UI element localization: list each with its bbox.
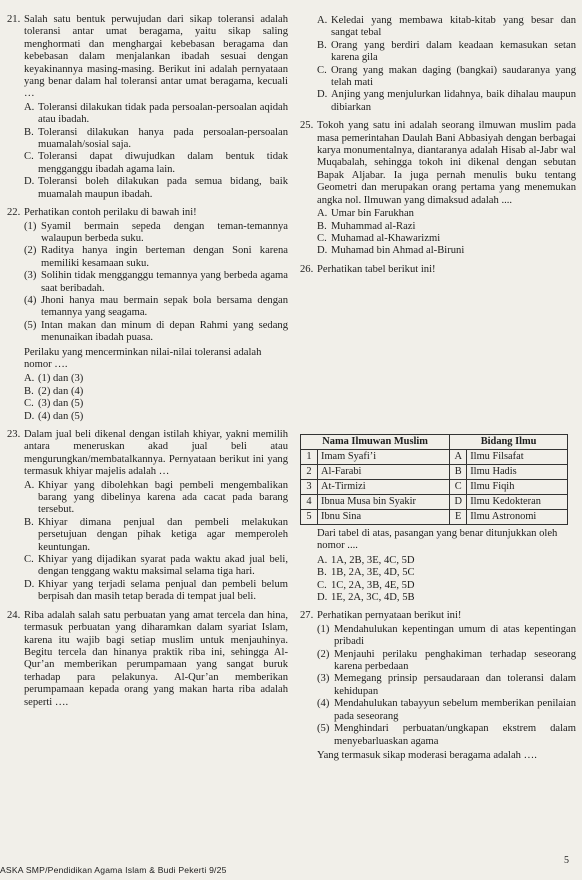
- option-d[interactable]: D. 1E, 2A, 3C, 4D, 5B: [317, 592, 415, 604]
- statement-1: (1) Syamil bermain sepeda dengan teman-temannya walaupun berbeda suku.: [24, 220, 288, 244]
- question-stem: Perhatikan contoh perilaku di bawah ini!: [24, 207, 197, 219]
- question-23: [7, 429, 288, 604]
- option-d[interactable]: D. Khiyar yang terjadi selama penjual dan pembeli belum berpisah dan masih tetap berada di tempat jual beli.: [24, 578, 288, 603]
- table-row: 5 Ibnu Sina E Ilmu Astronomi: [301, 510, 568, 525]
- question-number: 24.: [7, 609, 21, 621]
- question-number: 23.: [7, 429, 21, 440]
- question-number: 21.: [7, 14, 21, 25]
- statement-1: (1) Mendahulukan kepentingan umum di atas kepentingan pribadi: [317, 623, 576, 648]
- option-b[interactable]: B. Muhammad al-Razi: [317, 220, 416, 232]
- scientist-table: [300, 434, 568, 525]
- option-a[interactable]: A. Keledai yang membawa kitab-kitab yang besar dan sangat tebal: [317, 15, 576, 39]
- option-c[interactable]: C. Muhamad al-Khawarizmi: [317, 232, 441, 244]
- question-stem: Perhatikan tabel berikut ini!: [317, 263, 436, 275]
- option-a[interactable]: A. Umar bin Farukhan: [317, 208, 414, 220]
- question-stem: Perhatikan pernyataan berikut ini!: [317, 610, 462, 622]
- table-row: 4 Ibnua Musa bin Syakir D Ilmu Kedokteran: [301, 495, 568, 510]
- question-number: 27.: [300, 610, 314, 622]
- option-b[interactable]: B. Khiyar dimana penjual dan pembeli melakukan persetujuan dengan pihak ketiga agar memperoleh keuntungan.: [24, 516, 288, 553]
- question-24: [7, 610, 288, 709]
- option-c[interactable]: C. Toleransi dapat diwujudkan dalam bentuk tidak mengganggu ibadah agama lain.: [24, 151, 288, 175]
- option-c[interactable]: C. 1C, 2A, 3B, 4E, 5D: [317, 579, 415, 591]
- statement-3: (3) Memegang prinsip persaudaraan dan toleransi dalam kehidupan: [317, 673, 576, 697]
- option-a[interactable]: A. 1A, 2B, 3E, 4C, 5D: [317, 554, 415, 566]
- question-number: 22.: [7, 207, 21, 219]
- question-21: [7, 14, 288, 201]
- table-row: 2 Al-Farabi B Ilmu Hadis: [301, 465, 568, 480]
- question-number: 26.: [300, 263, 314, 275]
- table-row: 3 At-Tirmizi C Ilmu Fiqih: [301, 480, 568, 495]
- option-c[interactable]: C. Khiyar yang dijadikan syarat pada waktu akad jual beli, dengan tenggang waktu maksimal selama tiga hari.: [24, 554, 288, 578]
- question-number: 25.: [300, 120, 314, 132]
- option-d[interactable]: D. Toleransi boleh dilakukan pada semua bidang, baik muamalah maupun ibadah.: [24, 176, 288, 200]
- question-closing: Yang termasuk sikap moderasi beragama adalah ….: [317, 749, 537, 761]
- question-25: [300, 120, 576, 257]
- statement-3: (3) Solihin tidak mengganggu temannya yang berbeda agama saat beribadah.: [24, 270, 288, 294]
- footer-code: ASKA SMP/Pendidikan Agama Islam & Budi Pekerti 9/25: [0, 865, 227, 875]
- question-26-answers: [300, 528, 576, 604]
- option-a[interactable]: A. (1) dan (3): [24, 373, 84, 385]
- question-26-table-wrap: [300, 432, 576, 529]
- statement-5: (5) Menghindari perbuatan/ungkapan ekstrem dalam menyebarluaskan agama: [317, 723, 576, 747]
- option-c[interactable]: C. (3) dan (5): [24, 398, 84, 410]
- question-stem: Tokoh yang satu ini adalah seorang ilmuwan muslim pada masa pemerintahan Daulah Bani Abbasiyah dengan berbagai karya monumentalnya, diantaranya adalah Hisab al-Jabr wal Muqabalah, sehingga tokoh ini dikenal dengan sebutan Bapak Aljabar. Ia juga pernah menulis buku tentang Geometri dan merupakan orang pertama yang menemukan angka nol. Ilmuwan yang dimaksud adalah ....: [317, 120, 576, 206]
- option-b[interactable]: B. 1B, 2A, 3E, 4D, 5C: [317, 567, 415, 579]
- question-24-options: [300, 15, 576, 114]
- option-b[interactable]: B. (2) dan (4): [24, 385, 84, 397]
- table-row: 1 Imam Syafi’i A Ilmu Filsafat: [301, 450, 568, 465]
- question-stem: Dalam jual beli dikenal dengan istilah khiyar, yakni memilih antara meneruskan akad jual beli atau mengurungkan/membatalkannya. Pernyataan berikut ini yang termasuk khiyar majelis adalah …: [24, 429, 288, 478]
- statement-2: (2) Menjauhi perilaku penghakiman terhadap seseorang karena perbedaan: [317, 648, 576, 673]
- statement-4: (4) Jhoni hanya mau bermain sepak bola bersama dengan temannya yang seagama.: [24, 294, 288, 319]
- option-d[interactable]: D. Muhamad bin Ahmad al-Biruni: [317, 245, 465, 257]
- option-d[interactable]: D. Anjing yang menjulurkan lidahnya, baik dihalau maupun dibiarkan: [317, 89, 576, 113]
- question-22: [7, 207, 288, 423]
- question-closing: Dari tabel di atas, pasangan yang benar ditunjukkan oleh nomor ....: [317, 528, 558, 552]
- question-27: [300, 610, 576, 762]
- option-a[interactable]: A. Toleransi dilakukan tidak pada persoalan-persoalan aqidah atau ibadah.: [24, 101, 288, 126]
- statement-2: (2) Raditya hanya ingin berteman dengan Soni karena memiliki kesamaan suku.: [24, 245, 288, 269]
- right-column: [300, 14, 576, 282]
- option-b[interactable]: B. Orang yang berdiri dalam keadaan kemasukan setan karena gila: [317, 39, 576, 64]
- question-stem: Salah satu bentuk perwujudan dari sikap toleransi adalah toleransi antar umat beragama, yaitu sikap saling menghormati dan menghargai kebebasan beragama dan kebebasan dalam menjalankan ibadah sesuai dengan keyakinannya masing-masing. Berikut ini adalah pernyataan yang benar dalam hal toleransi antar umat beragama, kecuali …: [24, 14, 288, 100]
- page-number: 5: [564, 855, 569, 866]
- option-c[interactable]: C. Orang yang makan daging (bangkai) saudaranya yang telah mati: [317, 64, 576, 89]
- option-d[interactable]: D. (4) dan (5): [24, 410, 84, 422]
- option-a[interactable]: A. Khiyar yang dibolehkan bagi pembeli mengembalikan barang yang dibelinya karena ada cacat pada barang tersebut.: [24, 479, 288, 516]
- question-stem: Riba adalah salah satu perbuatan yang amat tercela dan hina, termasuk perbuatan yang diharamkan dalam syariat Islam, karena itu wajib bagi setiap muslim untuk menjauhinya. Begitu tercela dan hinanya praktik riba ini, sehingga Al-Qur’an memberikan perumpamaan yang sangat buruk terhadap para pelakunya. Al-Qur’an memberikan perumpamaan kepada orang yang makan harta riba adalah seperti ….: [24, 609, 288, 708]
- option-b[interactable]: B. Toleransi dilakukan hanya pada persoalan-persoalan muamalah/sosial saja.: [24, 126, 288, 151]
- statement-5: (5) Intan makan dan minum di depan Rahmi yang sedang menunaikan ibadah puasa.: [24, 319, 288, 344]
- table-header-field: Bidang Ilmu: [450, 435, 568, 450]
- left-column: [7, 14, 288, 715]
- table-header-scientist: Nama Ilmuwan Muslim: [301, 435, 450, 450]
- question-26: [300, 264, 576, 276]
- right-column-lower: [300, 528, 576, 768]
- statement-4: (4) Mendahulukan tabayyun sebelum memberikan penilaian pada seseorang: [317, 698, 576, 722]
- question-closing: Perilaku yang mencerminkan nilai-nilai toleransi adalah nomor ….: [24, 346, 262, 370]
